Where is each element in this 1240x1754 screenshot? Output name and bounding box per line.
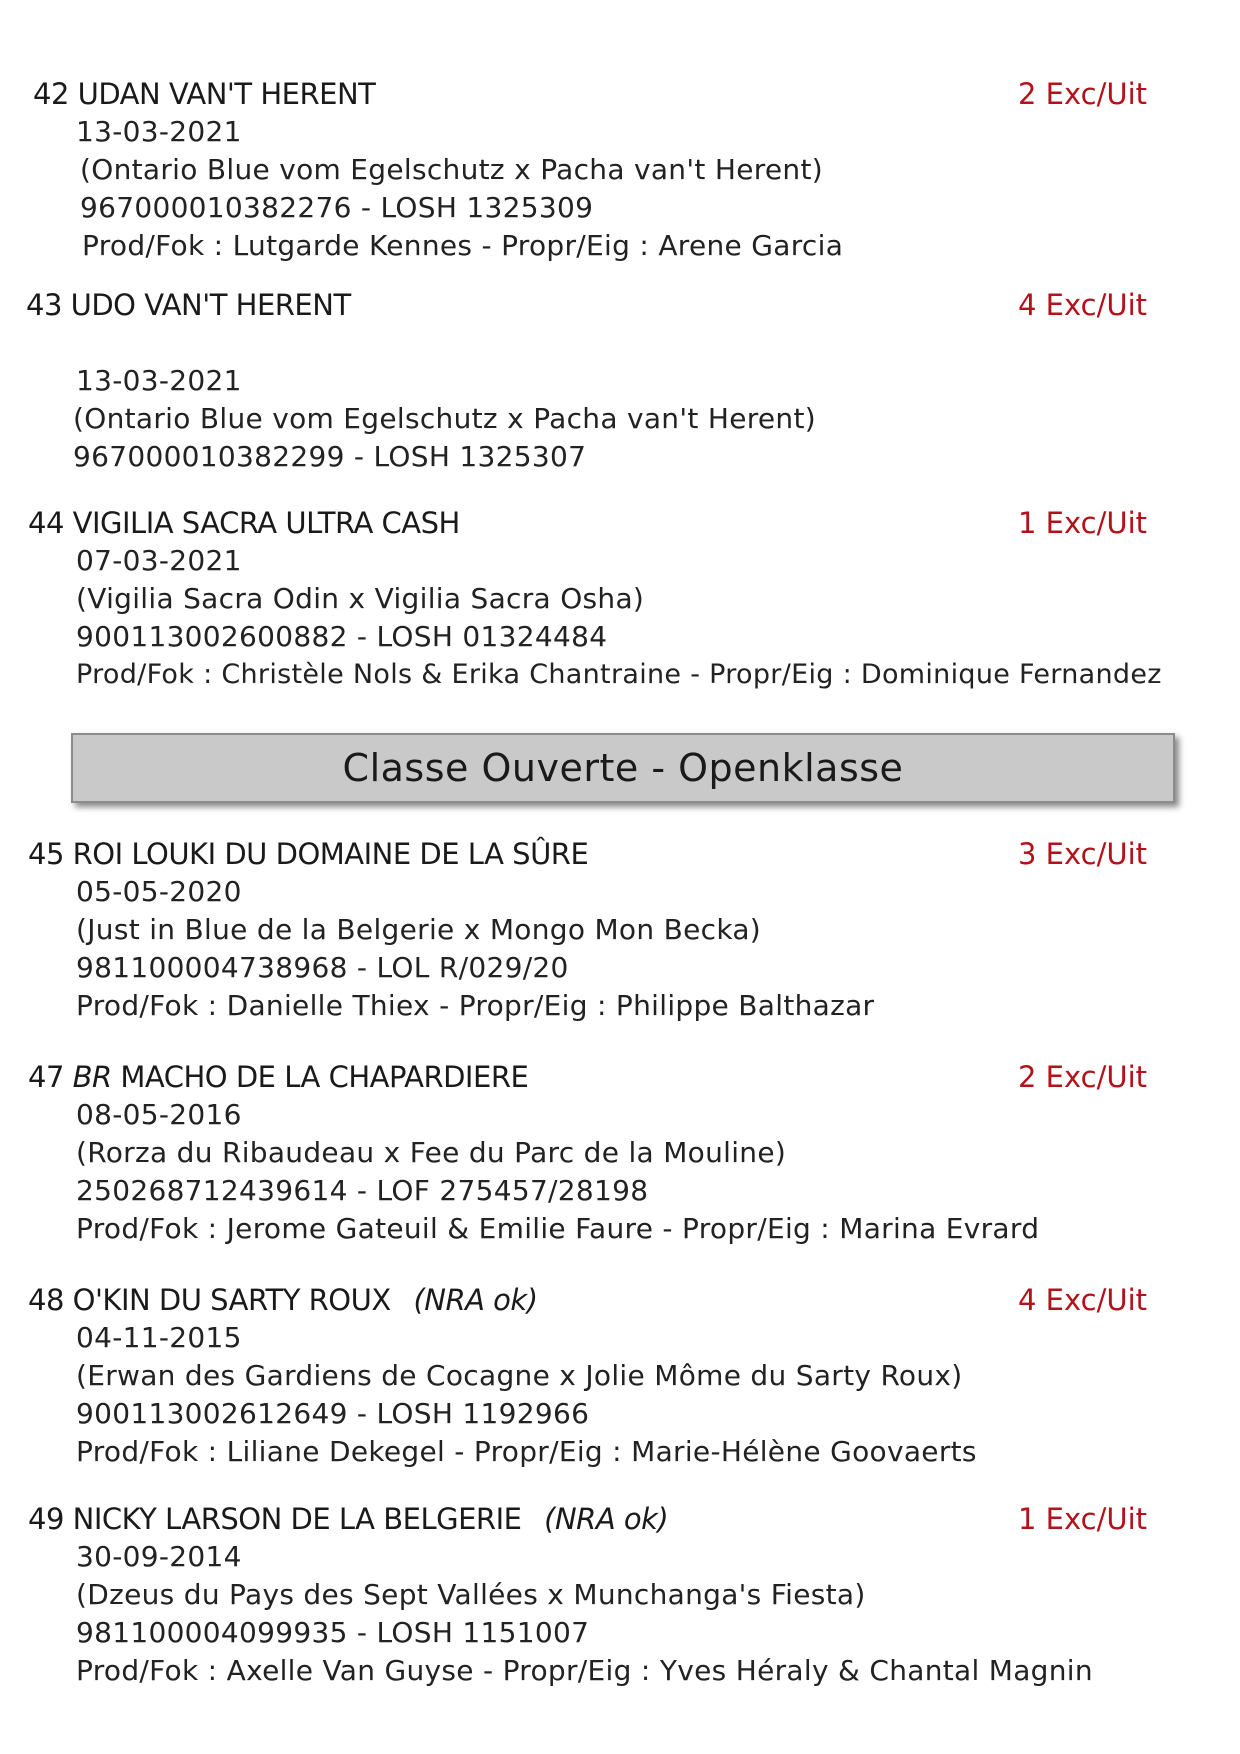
result: 3 Exc/Uit <box>1017 837 1147 871</box>
parents: (Erwan des Gardiens de Cocagne x Jolie Môme du Sarty Roux) <box>76 1359 963 1392</box>
entry-number: 47 <box>28 1060 64 1094</box>
owners: Prod/Fok : Danielle Thiex - Propr/Eig : Philippe Balthazar <box>76 989 875 1022</box>
entry-number: 43 <box>26 288 62 322</box>
registration-ids: 250268712439614 - LOF 275457/28198 <box>76 1174 649 1207</box>
entry-heading <box>28 1499 668 1539</box>
class-banner: Classe Ouverte - Openklasse <box>71 733 1175 803</box>
registration-ids: 967000010382276 - LOSH 1325309 <box>80 191 594 224</box>
dog-name: UDAN VAN'T HERENT <box>77 77 376 111</box>
parents: (Just in Blue de la Belgerie x Mongo Mon Becka) <box>76 913 762 946</box>
parents: (Vigilia Sacra Odin x Vigilia Sacra Osha) <box>76 582 645 615</box>
registration-ids: 981100004099935 - LOSH 1151007 <box>76 1616 590 1649</box>
birth-date: 08-05-2016 <box>76 1098 242 1131</box>
birth-date: 30-09-2014 <box>76 1540 242 1573</box>
dog-name: ROI LOUKI DU DOMAINE DE LA SÛRE <box>72 837 589 871</box>
entry-number: 45 <box>28 837 64 871</box>
parents: (Ontario Blue vom Egelschutz x Pacha van't Herent) <box>73 402 816 435</box>
dog-name: UDO VAN'T HERENT <box>70 288 351 322</box>
result: 1 Exc/Uit <box>1017 1502 1147 1536</box>
entry-number: 42 <box>33 77 69 111</box>
dog-name: VIGILIA SACRA ULTRA CASH <box>72 506 460 540</box>
owners: Prod/Fok : Liliane Dekegel - Propr/Eig : Marie-Hélène Goovaerts <box>76 1435 977 1468</box>
birth-date: 13-03-2021 <box>76 364 242 397</box>
birth-date: 05-05-2020 <box>76 875 242 908</box>
result: 1 Exc/Uit <box>1017 506 1147 540</box>
nra-note: (NRA ok) <box>413 1283 538 1317</box>
entry-heading <box>28 1280 538 1320</box>
entry-heading <box>28 503 460 543</box>
entry-number: 44 <box>28 506 64 540</box>
dog-name: O'KIN DU SARTY ROUX <box>72 1283 391 1317</box>
parents: (Ontario Blue vom Egelschutz x Pacha van't Herent) <box>80 153 823 186</box>
registration-ids: 981100004738968 - LOL R/029/20 <box>76 951 569 984</box>
entry-number: 49 <box>28 1502 64 1536</box>
owners: Prod/Fok : Christèle Nols & Erika Chantraine - Propr/Eig : Dominique Fernandez <box>76 659 1162 690</box>
dog-name: MACHO DE LA CHAPARDIERE <box>120 1060 529 1094</box>
entry-heading <box>26 285 351 325</box>
entry-number: 48 <box>28 1283 64 1317</box>
birth-date: 04-11-2015 <box>76 1321 242 1354</box>
result: 2 Exc/Uit <box>1017 77 1147 111</box>
title-prefix: BR <box>72 1060 112 1094</box>
birth-date: 07-03-2021 <box>76 544 242 577</box>
birth-date: 13-03-2021 <box>76 115 242 148</box>
entry-heading <box>28 834 588 874</box>
owners: Prod/Fok : Lutgarde Kennes - Propr/Eig : Arene Garcia <box>82 229 844 262</box>
entry-heading <box>28 1057 528 1097</box>
nra-note: (NRA ok) <box>544 1502 669 1536</box>
registration-ids: 900113002600882 - LOSH 01324484 <box>76 620 608 653</box>
registration-ids: 900113002612649 - LOSH 1192966 <box>76 1397 590 1430</box>
result: 2 Exc/Uit <box>1017 1060 1147 1094</box>
owners: Prod/Fok : Jerome Gateuil & Emilie Faure - Propr/Eig : Marina Evrard <box>76 1212 1040 1245</box>
dog-name: NICKY LARSON DE LA BELGERIE <box>72 1502 522 1536</box>
entry-heading <box>33 74 375 114</box>
result: 4 Exc/Uit <box>1017 1283 1147 1317</box>
owners: Prod/Fok : Axelle Van Guyse - Propr/Eig : Yves Héraly & Chantal Magnin <box>76 1654 1093 1687</box>
parents: (Rorza du Ribaudeau x Fee du Parc de la Mouline) <box>76 1136 787 1169</box>
registration-ids: 967000010382299 - LOSH 1325307 <box>73 440 587 473</box>
result: 4 Exc/Uit <box>1017 288 1147 322</box>
parents: (Dzeus du Pays des Sept Vallées x Munchanga's Fiesta) <box>76 1578 866 1611</box>
